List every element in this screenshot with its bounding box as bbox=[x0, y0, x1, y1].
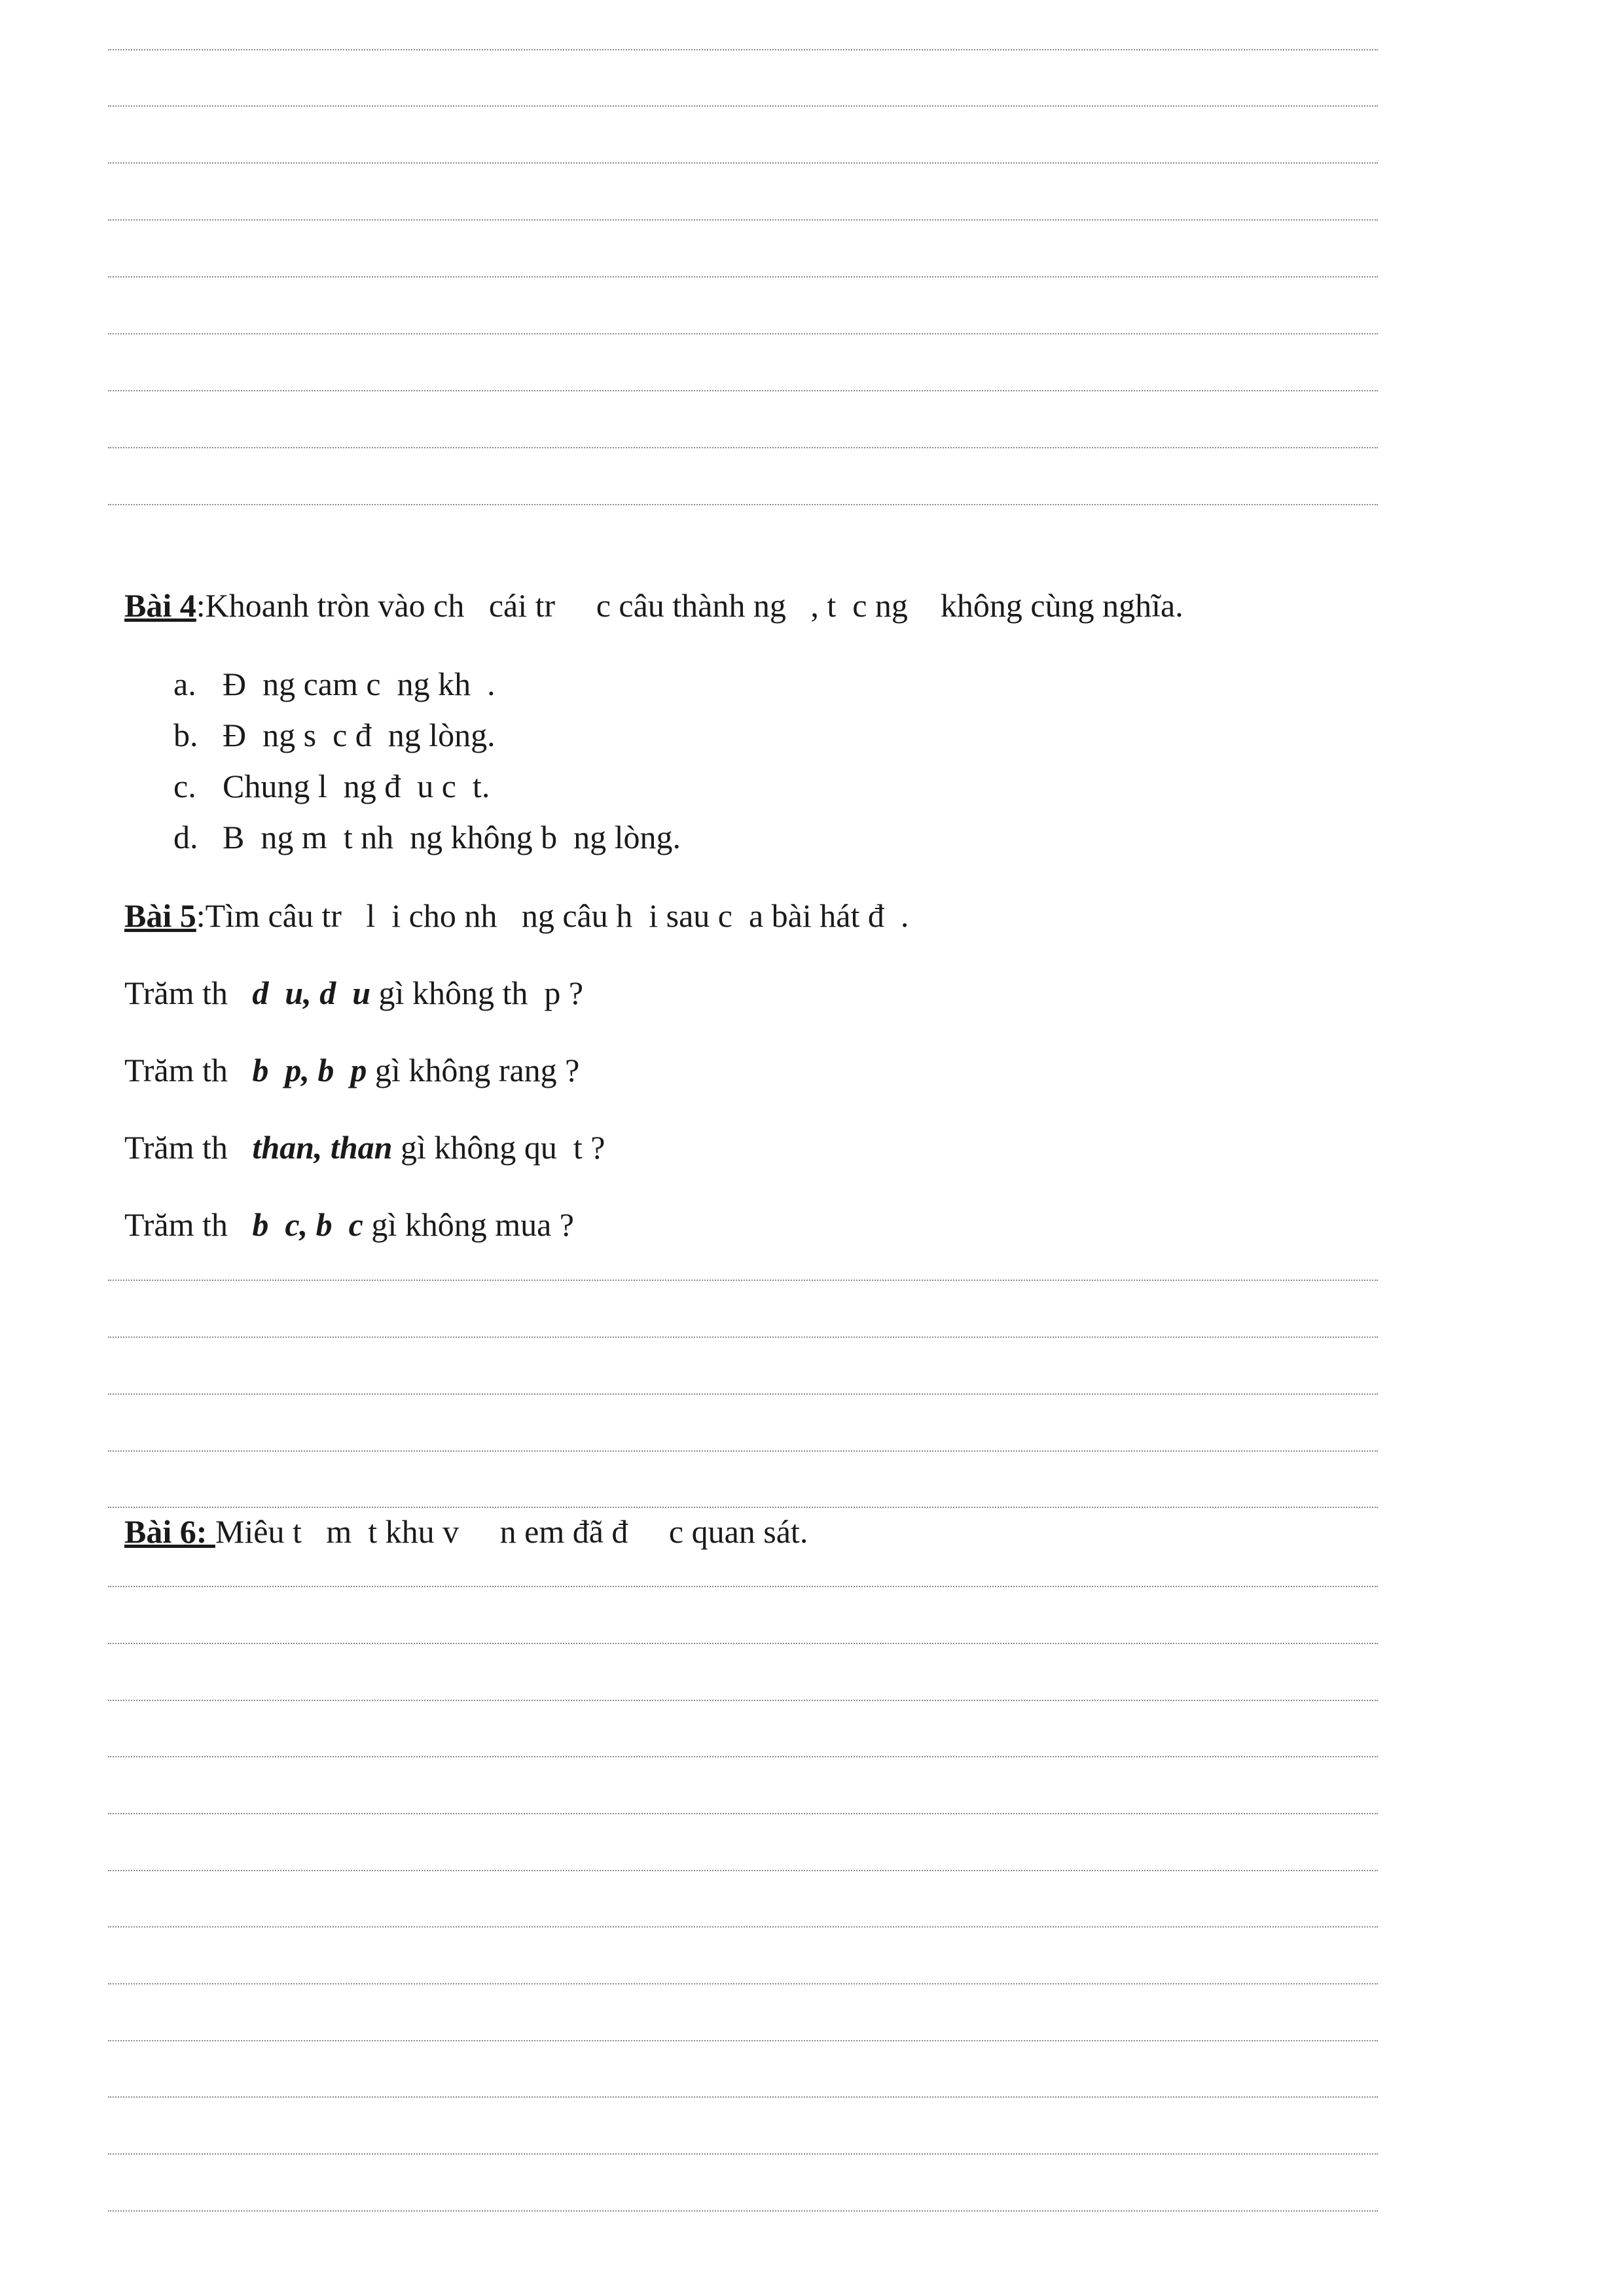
writing-line bbox=[108, 1507, 1378, 1508]
riddle-emphasis: b c, b c bbox=[252, 1206, 363, 1243]
writing-line bbox=[108, 219, 1378, 221]
writing-line bbox=[108, 2096, 1378, 2098]
riddle-prefix: Trăm th bbox=[124, 1129, 253, 1166]
riddle-suffix: gì không th p ? bbox=[370, 975, 584, 1011]
exercise-4-option-c bbox=[173, 766, 490, 806]
riddle-suffix: gì không qu t ? bbox=[392, 1129, 605, 1166]
writing-line bbox=[108, 1280, 1378, 1281]
riddle-line-1 bbox=[124, 973, 583, 1013]
riddle-prefix: Trăm th bbox=[124, 1206, 253, 1243]
writing-line bbox=[108, 2040, 1378, 2041]
exercise-6-text: Miêu t m t khu v n em đã đ c quan sát. bbox=[215, 1513, 808, 1550]
writing-line bbox=[108, 390, 1378, 391]
writing-line bbox=[108, 1926, 1378, 1928]
writing-line bbox=[108, 333, 1378, 334]
option-letter: a. bbox=[173, 666, 196, 702]
exercise-4-option-b bbox=[173, 715, 496, 755]
option-text: Đ ng cam c ng kh . bbox=[223, 666, 496, 702]
writing-line bbox=[108, 1336, 1378, 1338]
riddle-emphasis: than, than bbox=[252, 1129, 393, 1166]
exercise-5-prompt bbox=[124, 896, 909, 935]
option-text: B ng m t nh ng không b ng lòng. bbox=[223, 819, 681, 855]
writing-line bbox=[108, 1813, 1378, 1814]
writing-line bbox=[108, 105, 1378, 107]
option-letter: c. bbox=[173, 768, 196, 804]
riddle-emphasis: b p, b p bbox=[252, 1052, 367, 1088]
writing-line bbox=[108, 1450, 1378, 1452]
riddle-line-2 bbox=[124, 1050, 579, 1090]
writing-line bbox=[108, 162, 1378, 164]
riddle-line-4 bbox=[124, 1205, 574, 1244]
writing-line bbox=[108, 447, 1378, 448]
writing-line bbox=[108, 1700, 1378, 1701]
exercise-4-prompt bbox=[124, 586, 1183, 625]
exercise-4-heading: Bài 4 bbox=[124, 587, 196, 624]
writing-line bbox=[108, 1756, 1378, 1757]
exercise-4-option-d bbox=[173, 817, 681, 857]
writing-line bbox=[108, 1393, 1378, 1395]
riddle-emphasis: d u, d u bbox=[252, 975, 371, 1011]
riddle-prefix: Trăm th bbox=[124, 1052, 253, 1088]
writing-line bbox=[108, 1870, 1378, 1871]
option-text: Đ ng s c đ ng lòng. bbox=[223, 717, 496, 753]
riddle-prefix: Trăm th bbox=[124, 975, 253, 1011]
exercise-5-heading: Bài 5 bbox=[124, 897, 196, 934]
writing-line bbox=[108, 276, 1378, 278]
riddle-line-3 bbox=[124, 1128, 605, 1167]
writing-line bbox=[108, 2210, 1378, 2212]
riddle-suffix: gì không rang ? bbox=[367, 1052, 580, 1088]
exercise-6-heading: Bài 6: bbox=[124, 1513, 215, 1550]
writing-line bbox=[108, 2153, 1378, 2155]
option-letter: d. bbox=[173, 819, 198, 855]
option-text: Chung l ng đ u c t. bbox=[223, 768, 490, 804]
option-letter: b. bbox=[173, 717, 198, 753]
writing-line bbox=[108, 504, 1378, 505]
writing-line bbox=[108, 1586, 1378, 1587]
writing-line bbox=[108, 1643, 1378, 1644]
exercise-4-option-a bbox=[173, 664, 496, 704]
exercise-5-text: :Tìm câu tr l i cho nh ng câu h i sau c a bài hát đ . bbox=[196, 897, 909, 934]
exercise-4-text: :Khoanh tròn vào ch cái tr c câu thành ng , t c ng không cùng nghĩa. bbox=[196, 587, 1183, 624]
writing-line bbox=[108, 1983, 1378, 1984]
exercise-6-prompt bbox=[124, 1512, 808, 1551]
riddle-suffix: gì không mua ? bbox=[363, 1206, 574, 1243]
writing-line bbox=[108, 49, 1378, 50]
